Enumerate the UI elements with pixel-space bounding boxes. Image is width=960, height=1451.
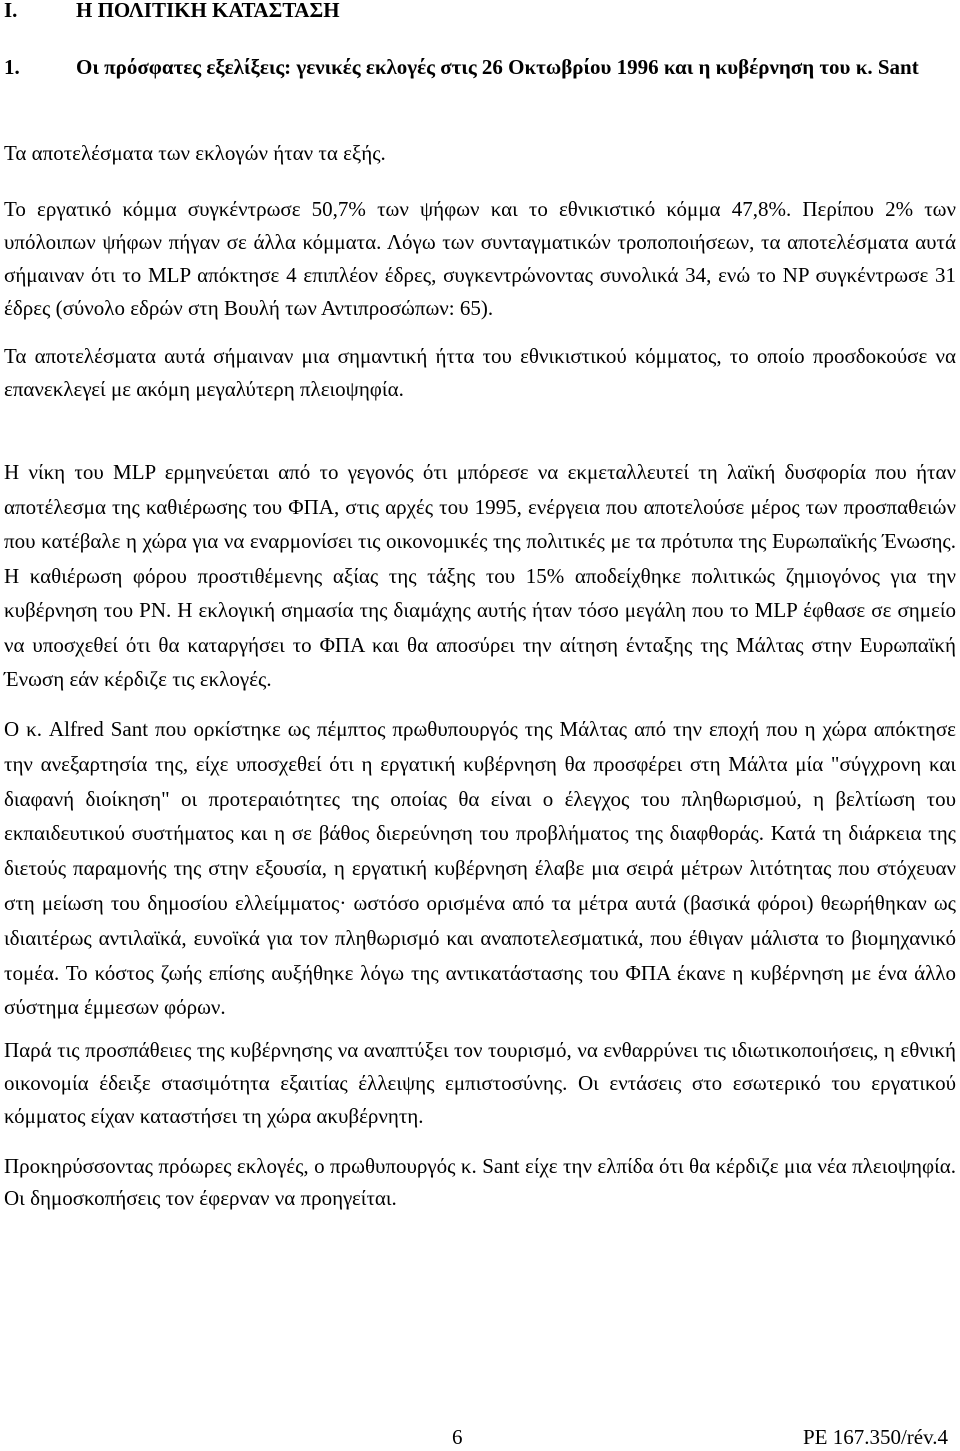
section-heading bbox=[4, 49, 949, 85]
paragraph-early-elections: Προκηρύσσοντας πρόωρες εκλογές, ο πρωθυπουργός κ. Sant είχε την ελπίδα ότι θα κέρδιζε μια νέα πλειοψηφία. Οι δημοσκοπήσεις τον έφερναν να προηγείται. bbox=[4, 1154, 956, 1210]
section-title: Οι πρόσφατες εξελίξεις: γενικές εκλογές στις 26 Οκτωβρίου 1996 και η κυβέρνηση του κ. Sant bbox=[76, 55, 919, 79]
section-number: 1. bbox=[4, 55, 20, 79]
chapter-heading bbox=[4, 0, 340, 26]
chapter-title: Η ΠΟΛΙΤΙΚΗ ΚΑΤΑΣΤΑΣΗ bbox=[76, 0, 340, 22]
paragraph-defeat: Τα αποτελέσματα αυτά σήμαιναν μια σημαντική ήττα του εθνικιστικού κόμματος, το οποίο προσδοκούσε να επανεκλεγεί με ακόμη μεγαλύτερη πλειοψηφία. bbox=[4, 344, 956, 401]
paragraph-economy: Παρά τις προσπάθειες της κυβέρνησης να αναπτύξει τον τουρισμό, να ενθαρρύνει τις ιδιωτικοποιήσεις, η εθνική οικονομία έδειξε στασιμότητα εξαιτίας έλλειψης εμπιστοσύνης. Οι εντάσεις στο εσωτερικό του εργατικού κόμματος είχαν καταστήσει τη χώρα ακυβέρνητη. bbox=[4, 1038, 956, 1128]
paragraph-mlp-victory: Η νίκη του MLP ερμηνεύεται από το γεγονός ότι μπόρεσε να εκμεταλλευτεί τη λαϊκή δυσφορία που ήταν αποτέλεσμα της καθιέρωσης του ΦΠΑ, στις αρχές του 1995, ενέργεια που αποτελούσε μέρος των προσπαθειών που κατέβαλε η χώρα για να εναρμονίσει τις οικονομικές της πολιτικές με τα πρότυπα της Ευρωπαϊκής Ένωσης. Η καθιέρωση φόρου προστιθέμενης αξίας της τάξης του 15% αποδείχθηκε πολιτικώς ζημιογόνος για την κυβέρνηση του PN. Η εκλογική σημασία της διαμάχης αυτής ήταν τόσο μεγάλη που το MLP έφθασε σε σημείο να υποσχεθεί ότι θα καταργήσει το ΦΠΑ και θα αποσύρει την αίτηση ένταξης της Μάλτας στην Ευρωπαϊκή Ένωση εάν κέρδιζε τις εκλογές. bbox=[4, 460, 956, 691]
page-number: 6 bbox=[452, 1425, 463, 1449]
paragraph-election-results-intro: Τα αποτελέσματα των εκλογών ήταν τα εξής. bbox=[4, 141, 386, 165]
paragraph-vote-shares: Το εργατικό κόμμα συγκέντρωσε 50,7% των ψήφων και το εθνικιστικό κόμμα 47,8%. Περίπου 2% των υπόλοιπων ψήφων πήγαν σε άλλα κόμματα. Λόγω των συνταγματικών τροποποιήσεων, τα αποτελέσματα αυτά σήμαιναν ότι το MLP απόκτησε 4 επιπλέον έδρες, συγκεντρώνοντας συνολικά 34, ενώ το NP συγκέντρωσε 31 έδρες (σύνολο εδρών στη Βουλή των Αντιπροσώπων: 65). bbox=[4, 197, 956, 320]
document-reference: PE 167.350/rév.4 bbox=[802, 1425, 948, 1449]
chapter-number: I. bbox=[4, 0, 18, 22]
paragraph-sant-government: Ο κ. Alfred Sant που ορκίστηκε ως πέμπτος πρωθυπουργός της Μάλτας από την εποχή που η χώρα απόκτησε την ανεξαρτησία της, είχε υποσχεθεί ότι η εργατική κυβέρνηση θα προσφέρει στη Μάλτα μία "σύγχρονη και διαφανή διοίκηση" οι προτεραιότητες της οποίας θα είναι ο έλεγχος του πληθωρισμού, η βελτίωση του εκπαιδευτικού συστήματος και η σε βάθος διερεύνηση του προβλήματος της διαφθοράς. Κατά τη διάρκεια της διετούς παραμονής της στην εξουσία, η εργατική κυβέρνηση έλαβε μια σειρά μέτρων λιτότητας που στόχευαν στη μείωση του δημοσίου ελλείμματος· ωστόσο ορισμένα από τα μέτρα αυτά (βασικά φόροι) θεωρήθηκαν ως ιδιαιτέρως αντιλαϊκά, ευνοϊκά για τον πληθωρισμό και αναποτελεσματικά, που έθιγαν μάλιστα το βιομηχανικό τομέα. Το κόστος ζωής επίσης αυξήθηκε λόγω της αντικατάστασης του ΦΠΑ έκανε η κυβέρνηση με ένα άλλο σύστημα έμμεσων φόρων. bbox=[4, 717, 956, 1020]
